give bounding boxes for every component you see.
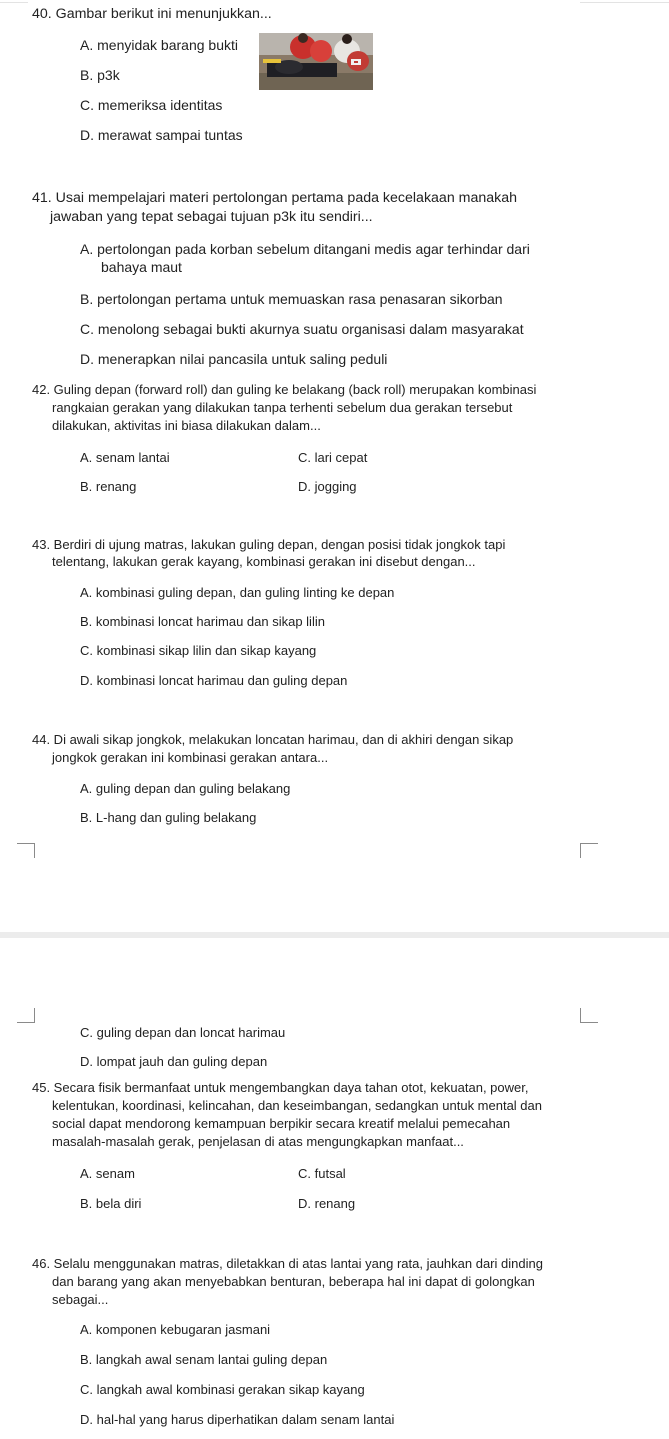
question-45-stem-line-2: kelentukan, koordinasi, kelincahan, dan keseimbangan, sedangkan untuk mental dan	[52, 1098, 543, 1113]
q46-option-a[interactable]: A. komponen kebugaran jasmani	[80, 1322, 271, 1337]
top-rule-left	[0, 2, 28, 3]
crop-mark-top-right	[580, 1008, 598, 1023]
question-45-stem-line-4: masalah-masalah gerak, penjelasan di atas mengungkapkan manfaat...	[52, 1134, 464, 1149]
question-45-stem-line-3: social dapat mendorong kemampuan berpikir secara kreatif melalui pemecahan	[52, 1116, 511, 1131]
q40-option-c[interactable]: C. memeriksa identitas	[80, 97, 223, 113]
question-42-stem-line-2: rangkaian gerakan yang dilakukan tanpa terhenti sebelum dua gerakan tersebut	[52, 400, 513, 415]
crop-mark-top-left	[17, 1008, 35, 1023]
q43-option-c[interactable]: C. kombinasi sikap lilin dan sikap kayang	[80, 643, 317, 658]
q44-option-a[interactable]: A. guling depan dan guling belakang	[80, 781, 291, 796]
question-44-stem-line-2: jongkok gerakan ini kombinasi gerakan antara...	[52, 750, 329, 765]
q40-option-b[interactable]: B. p3k	[80, 67, 120, 83]
q43-option-a[interactable]: A. kombinasi guling depan, dan guling linting ke depan	[80, 585, 395, 600]
q41-option-b[interactable]: B. pertolongan pertama untuk memuaskan rasa penasaran sikorban	[80, 291, 503, 307]
crop-mark-bottom-right	[580, 843, 598, 858]
q41-option-d[interactable]: D. menerapkan nilai pancasila untuk saling peduli	[80, 351, 388, 367]
q41-option-a-cont: bahaya maut	[101, 259, 182, 275]
question-43-stem-line-2: telentang, lakukan gerak kayang, kombinasi gerakan ini disebut dengan...	[52, 554, 476, 569]
question-43-stem-line-1: 43. Berdiri di ujung matras, lakukan guling depan, dengan posisi tidak jongkok tapi	[32, 537, 506, 552]
q42-option-b[interactable]: B. renang	[80, 479, 137, 494]
q41-option-a[interactable]: A. pertolongan pada korban sebelum ditangani medis agar terhindar dari	[80, 241, 530, 257]
question-40-stem: 40. Gambar berikut ini menunjukkan...	[32, 6, 272, 22]
question-41-stem-line-2: jawaban yang tepat sebagai tujuan p3k itu sendiri...	[50, 209, 373, 225]
q44-option-b[interactable]: B. L-hang dan guling belakang	[80, 810, 257, 825]
q40-option-d[interactable]: D. merawat sampai tuntas	[80, 127, 243, 143]
q42-option-c[interactable]: C. lari cepat	[298, 450, 368, 465]
q45-option-a[interactable]: A. senam	[80, 1166, 135, 1181]
top-rule-right	[580, 2, 669, 3]
q46-option-c[interactable]: C. langkah awal kombinasi gerakan sikap kayang	[80, 1382, 365, 1397]
page-separator	[0, 932, 669, 938]
q45-option-c[interactable]: C. futsal	[298, 1166, 346, 1181]
question-42-stem-line-1: 42. Guling depan (forward roll) dan guling ke belakang (back roll) merupakan kombinasi	[32, 382, 537, 397]
q45-option-b[interactable]: B. bela diri	[80, 1196, 142, 1211]
question-46-stem-line-1: 46. Selalu menggunakan matras, diletakkan di atas lantai yang rata, jauhkan dari dinding	[32, 1256, 543, 1271]
q46-option-d[interactable]: D. hal-hal yang harus diperhatikan dalam senam lantai	[80, 1412, 395, 1427]
question-42-stem-line-3: dilakukan, aktivitas ini biasa dilakukan dalam...	[52, 418, 321, 433]
q40-option-a[interactable]: A. menyidak barang bukti	[80, 37, 238, 53]
q45-option-d[interactable]: D. renang	[298, 1196, 356, 1211]
question-45-stem-line-1: 45. Secara fisik bermanfaat untuk mengembangkan daya tahan otot, kekuatan, power,	[32, 1080, 529, 1095]
q46-option-b[interactable]: B. langkah awal senam lantai guling depan	[80, 1352, 328, 1367]
question-44-stem-line-1: 44. Di awali sikap jongkok, melakukan loncatan harimau, dan di akhiri dengan sikap	[32, 732, 514, 747]
question-46-stem-line-3: sebagai...	[52, 1292, 109, 1307]
crop-mark-bottom-left	[17, 843, 35, 858]
q42-option-d[interactable]: D. jogging	[298, 479, 357, 494]
first-aid-photo	[259, 33, 373, 90]
q44-option-c[interactable]: C. guling depan dan loncat harimau	[80, 1025, 286, 1040]
question-46-stem-line-2: dan barang yang akan menyebabkan benturan, beberapa hal ini dapat di golongkan	[52, 1274, 535, 1289]
q43-option-d[interactable]: D. kombinasi loncat harimau dan guling depan	[80, 673, 348, 688]
first-aid-photo-icon	[259, 33, 373, 90]
q43-option-b[interactable]: B. kombinasi loncat harimau dan sikap lilin	[80, 614, 325, 629]
question-41-stem-line-1: 41. Usai mempelajari materi pertolongan pertama pada kecelakaan manakah	[32, 190, 518, 206]
q44-option-d[interactable]: D. lompat jauh dan guling depan	[80, 1054, 268, 1069]
q41-option-c[interactable]: C. menolong sebagai bukti akurnya suatu organisasi dalam masyarakat	[80, 321, 524, 337]
q42-option-a[interactable]: A. senam lantai	[80, 450, 170, 465]
